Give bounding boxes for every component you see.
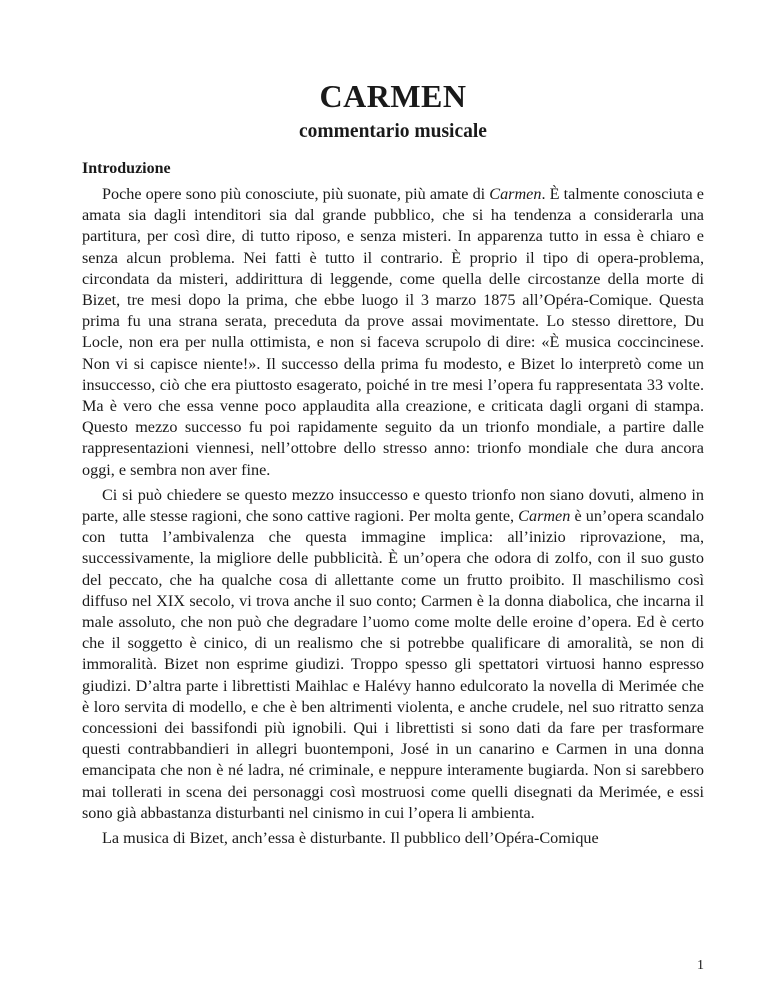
paragraph-text: La musica di Bizet, anch’essa è disturbante. Il pubblico dell’Opéra-Comique — [102, 829, 599, 848]
paragraph-text: Poche opere sono più conosciute, più suonate, più amate di — [102, 185, 490, 203]
italic-title: Carmen — [489, 185, 542, 203]
document-page — [82, 0, 704, 994]
paragraph-text: . È talmente conosciuta e amata sia dagli intenditori sia dal grande pubblico, che si ha tendenza a considerarla una partitura, per così dire, di tutto riposo, e senza misteri. In apparenza tutto in essa è chiaro e senza alcun problema. Nei fatti è tutto il contrario. È proprio il tipo di opera-problema, circondata da misteri, addirittura di leggende, come quella delle circostanze della morte di Bizet, tre mesi dopo la prima, che ebbe luogo il 3 marzo 1875 all’Opéra-Comique. Questa prima fu una strana serata, preceduta da prove assai movimentate. Lo stesso direttore, Du Locle, non era per nulla ottimista, e non si faceva scrupolo di dire: «È musica coccincinese. Non vi si capisce niente!». Il successo della prima fu modesto, e Bizet lo interpretò come un insuccesso, ciò che era piuttosto esagerato, poiché in tre mesi l’opera fu rappresentata 33 volte. Ma è vero che essa venne poco applaudita alla creazione, e criticata dagli organi di stampa. Questo mezzo successo fu poi rapidamente seguito da un trionfo mondiale, a partire dalle rappresentazioni viennesi, nell’ottobre dello stresso anno: trionfo mondiale che dura ancora oggi, e sembra non aver fine. — [82, 185, 704, 479]
italic-title: Carmen — [518, 507, 571, 526]
document-title: CARMEN — [319, 78, 467, 114]
section-heading: Introduzione — [82, 160, 171, 177]
body-text — [82, 184, 704, 853]
paragraph-1 — [82, 184, 704, 481]
paragraph-text: Ci si può chiedere se questo mezzo insuccesso e questo trionfo non siano dovuti, almeno in parte, alle stesse ragioni, che sono cattive ragioni. Per molta gente, — [82, 485, 704, 526]
document-subtitle: commentario musicale — [299, 121, 487, 142]
page-number: 1 — [697, 958, 704, 973]
paragraph-text: è un’opera scandalo con tutta l’ambivalenza che questa immagine implica: all’inizio riprovazione, ma, successivamente, la migliore delle pubblicità. È un’opera che odora di zolfo, con il suo gusto del peccato, che ha qualche cosa di allettante come un frutto proibito. Il maschilismo così diffuso nel XIX secolo, vi trova anche il suo conto; Carmen è la donna diabolica, che incarna il male assoluto, che non può che degradare l’uomo come molte delle eroine d’opera. Ed è certo che il soggetto è cinico, di un realismo che si potrebbe qualificare di amoralità, se non di immoralità. Bizet non esprime giudizi. Troppo spesso gli spettatori virtuosi hanno espresso giudizi. D’altra parte i librettisti Maihlac e Halévy hanno edulcorato la novella di Merimée che è loro servita di modello, e che è ben altrimenti violenta, e anche crudele, nel suo ritratto senza concessioni dei bassifondi più ignobili. Qui i librettisti si sono dati da fare per trasformare questi contrabbandieri in allegri buontemponi, José in un canarino e Carmen in una donna emancipata che non è né ladra, né criminale, e neppure interamente bugiarda. Non si sarebbero mai tollerati in scena dei personaggi così mostruosi come quelli disegnati da Merimée, e essi sono già abbastanza disturbanti nel cinismo in cui l’opera li ambienta. — [82, 507, 704, 822]
paragraph-2 — [82, 485, 704, 824]
paragraph-3 — [82, 828, 704, 849]
